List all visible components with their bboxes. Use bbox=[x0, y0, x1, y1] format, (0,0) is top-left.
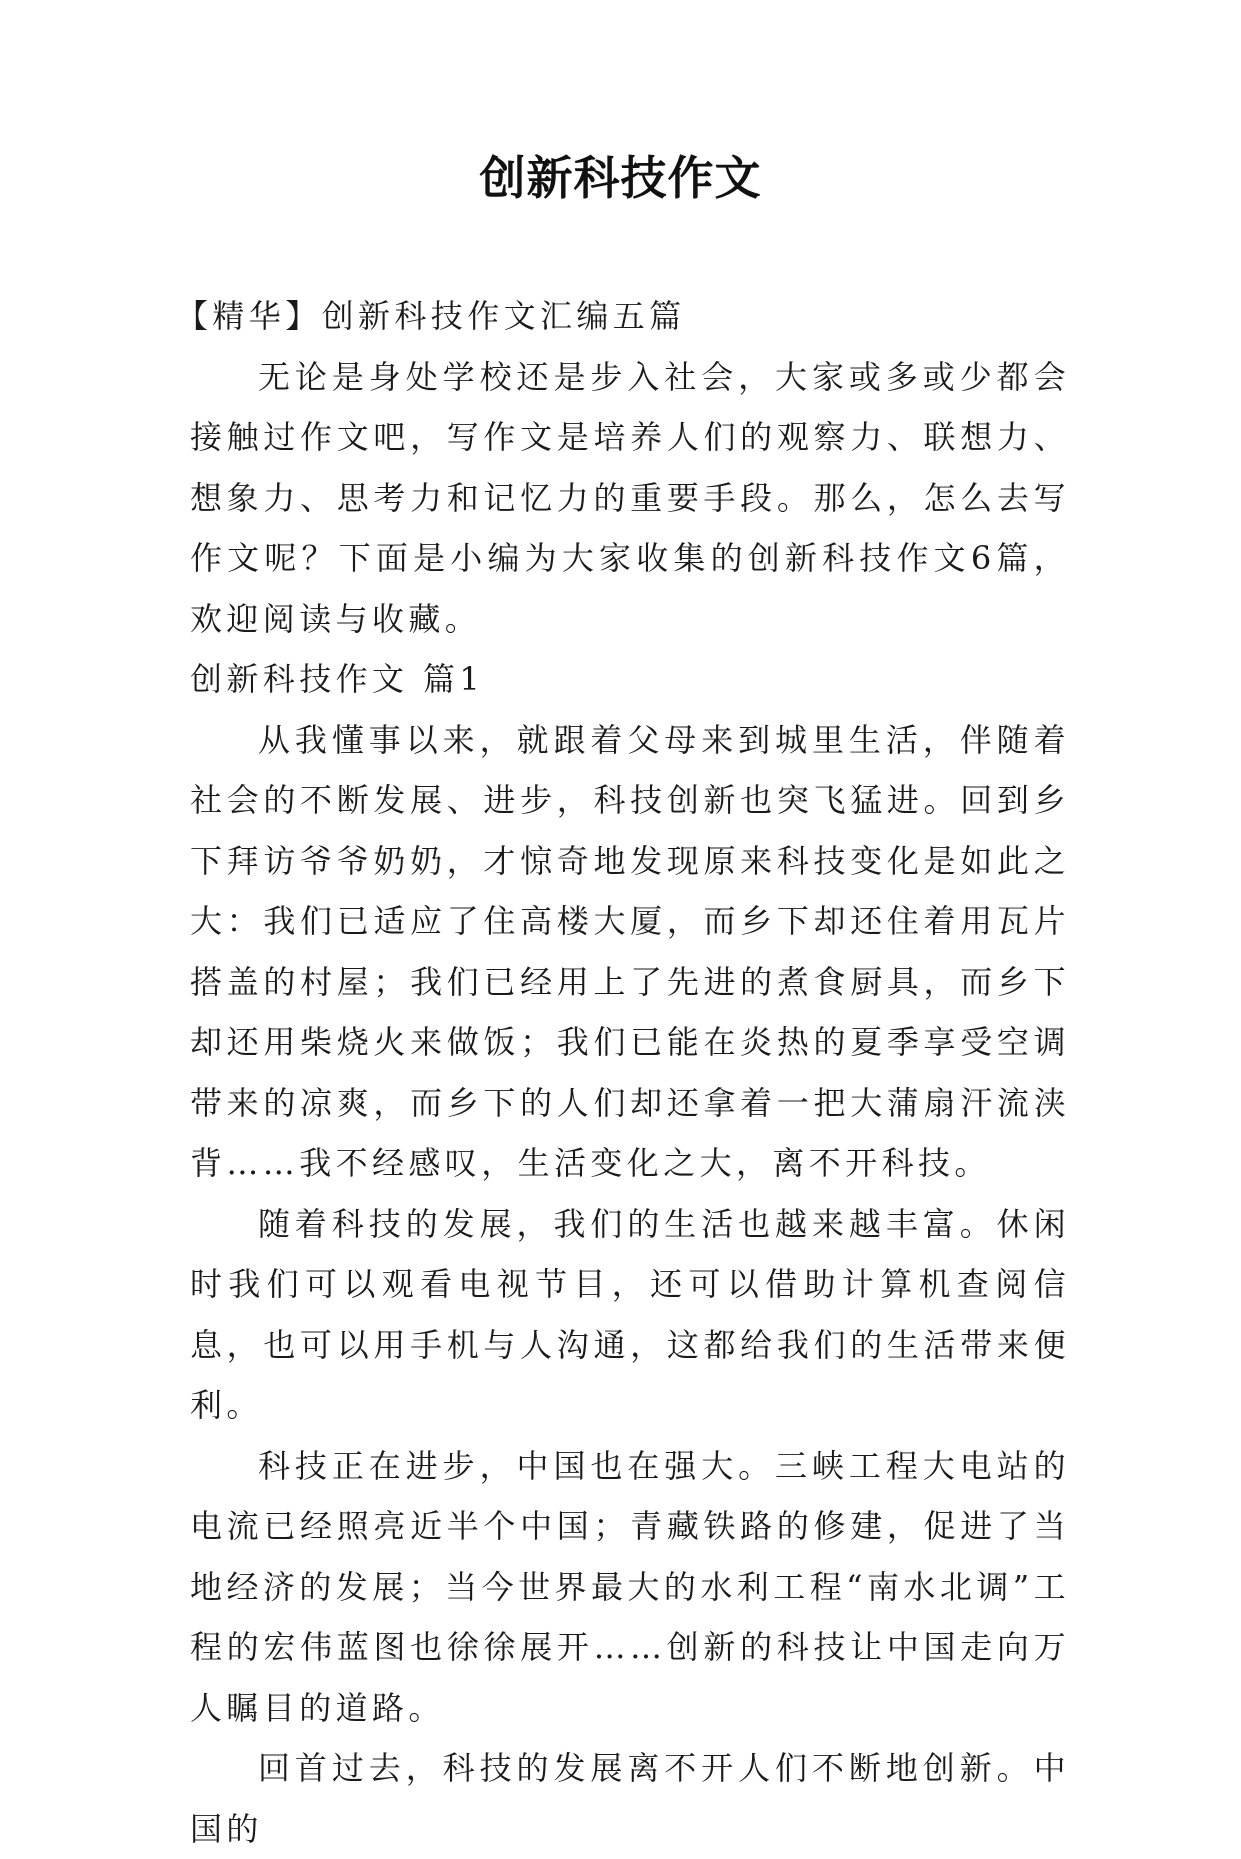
body-paragraph-3: 科技正在进步，中国也在强大。三峡工程大电站的电流已经照亮近半个中国；青藏铁路的修建，促进了当地经济的发展；当今世界最大的水利工程“南水北调”工程的宏伟蓝图也徐徐展开……创新的科技让中国走向万人瞩目的道路。 bbox=[190, 1446, 1070, 1727]
document-title: 创新科技作文 bbox=[479, 151, 762, 205]
intro-heading: 【精华】创新科技作文汇编五篇 bbox=[176, 297, 686, 335]
document-body bbox=[176, 286, 1070, 1859]
body-paragraph-1: 从我懂事以来，就跟着父母来到城里生活，伴随着社会的不断发展、进步，科技创新也突飞猛进。回到乡下拜访爷爷奶奶，才惊奇地发现原来科技变化是如此之大：我们已适应了住高楼大厦，而乡下却还住着用瓦片搭盖的村屋；我们已经用上了先进的煮食厨具，而乡下却还用柴烧火来做饭；我们已能在炎热的夏季享受空调带来的凉爽，而乡下的人们却还拿着一把大蒲扇汗流浃背……我不经感叹，生活变化之大，离不开科技。 bbox=[190, 720, 1070, 1182]
section-heading: 创新科技作文 篇1 bbox=[190, 660, 485, 698]
intro-paragraph: 无论是身处学校还是步入社会，大家或多或少都会接触过作文吧，写作文是培养人们的观察力、联想力、想象力、思考力和记忆力的重要手段。那么，怎么去写作文呢？下面是小编为大家收集的创新科技作文6篇，欢迎阅读与收藏。 bbox=[190, 357, 1070, 638]
body-paragraph-4: 回首过去，科技的发展离不开人们不断地创新。中国的 bbox=[190, 1749, 1070, 1848]
body-paragraph-2: 随着科技的发展，我们的生活也越来越丰富。休闲时我们可以观看电视节目，还可以借助计算机查阅信息，也可以用手机与人沟通，这都给我们的生活带来便利。 bbox=[190, 1204, 1070, 1424]
